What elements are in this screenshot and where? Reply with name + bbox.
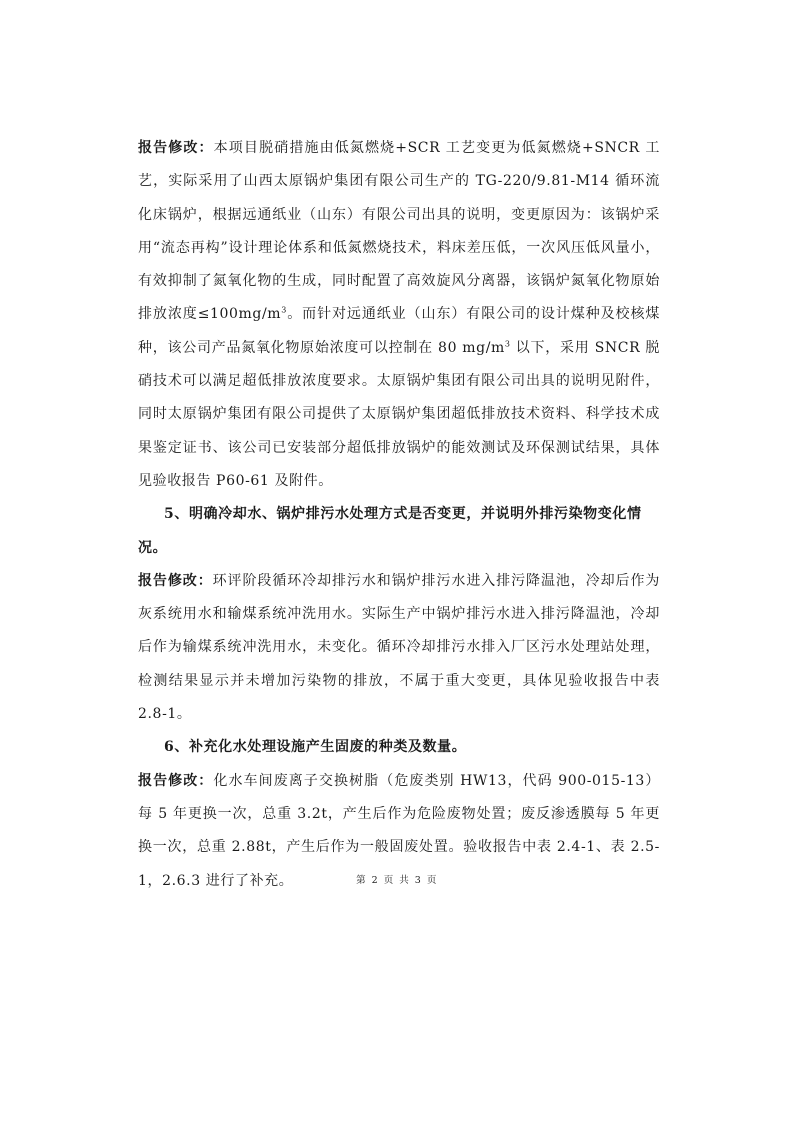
section-4-text-part3: 以下，采用 SNCR 脱硝技术可以满足超低排放浓度要求。太原锅炉集团有限公司出具的说明见附件，同时太原锅炉集团有限公司提供了太原锅炉集团超低排放技术资料、科学技术成果鉴定证书、该公司已安装部分超低排放锅炉的能效测试及环保测试结果，具体见验收报告 P60-61 及附件。 bbox=[138, 339, 660, 489]
section-4-superscript-1: 3 bbox=[281, 305, 287, 315]
section-5-paragraph bbox=[138, 565, 660, 731]
section-5-text: 环评阶段循环冷却排污水和锅炉排污水进入排污降温池，冷却后作为灰系统用水和输煤系统冲洗用水。实际生产中锅炉排污水进入排污降温池，冷却后作为输煤系统冲洗用水，未变化。循环冷却排污水排入厂区污水处理站处理，检测结果显示并未增加污染物的排放，不属于重大变更，具体见验收报告中表 2.8-1。 bbox=[138, 572, 661, 723]
section-4-text-part2: 。而针对远通纸业（山东）有限公司的设计煤种及校核煤种，该公司产品氮氧化物原始浓度可以控制在 80 mg/m bbox=[138, 306, 660, 356]
section-5-label: 报告修改： bbox=[138, 572, 213, 589]
section-4-superscript-2: 3 bbox=[504, 339, 511, 349]
section-6-text: 化水车间废离子交换树脂（危废类别 HW13，代码 900-015-13）每 5 年更换一次，总重 3.2t，产生后作为危险废物处置；废反渗透膜每 5 年更换一次，总重 2.88t，产生后作为一般固废处置。验收报告中表 2.4-1、表 2.5-1，2.6.3 进行了补充。 bbox=[138, 772, 660, 889]
section-5-heading: 5、明确冷却水、锅炉排污水处理方式是否变更，并说明外排污染物变化情况。 bbox=[138, 506, 642, 556]
page-footer: 第 2 页 共 3 页 bbox=[356, 875, 438, 886]
section-4-label: 报告修改： bbox=[138, 140, 214, 156]
document-body bbox=[138, 132, 660, 898]
section-6-heading: 6、补充化水处理设施产生固废的种类及数量。 bbox=[164, 739, 467, 756]
section-6-label: 报告修改： bbox=[138, 772, 214, 789]
section-4-text-part1: 本项目脱硝措施由低氮燃烧+SCR 工艺变更为低氮燃烧+SNCR 工艺，实际采用了山西太原锅炉集团有限公司生产的 TG-220/9.81-M14 循环流化床锅炉，根据远通纸业（山东）有限公司出具的说明，变更原因为：该锅炉采用“流态再构”设计理论体系和低氮燃烧技术，料床差压低，一次风压低风量小，有效抑制了氮氧化物的生成，同时配置了高效旋风分离器，该锅炉氮氧化物原始排放浓度≤100mg/m bbox=[138, 140, 661, 323]
section-4-paragraph bbox=[138, 132, 660, 498]
